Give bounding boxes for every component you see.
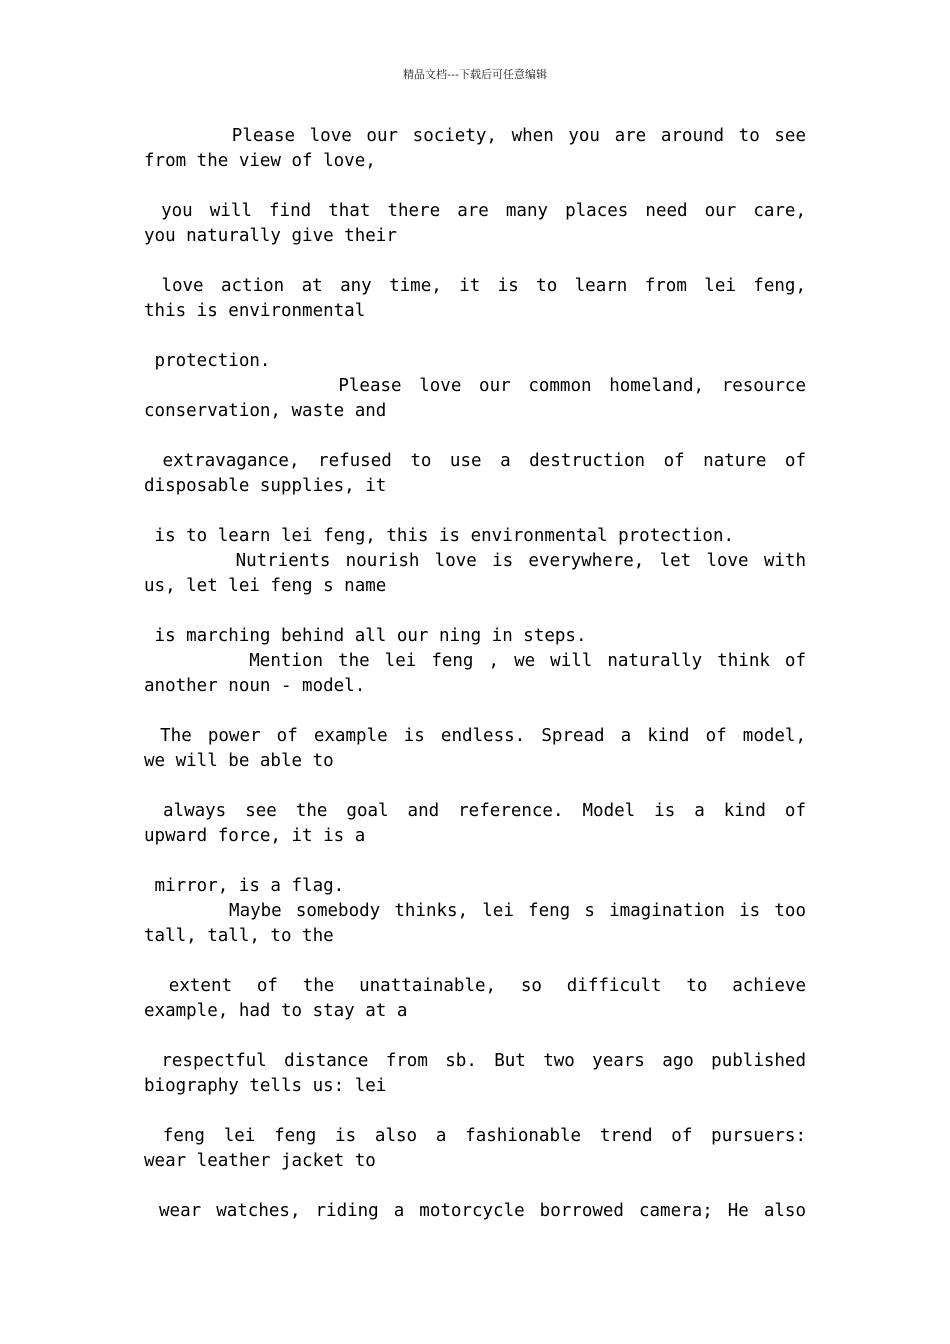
text-line: wear watches, riding a motorcycle borrowed camera; He also bbox=[144, 1201, 806, 1221]
text-line: mirror, is a flag. bbox=[144, 876, 345, 896]
paragraph-gap bbox=[144, 174, 806, 199]
text-line: another noun - model. bbox=[144, 676, 366, 696]
paragraph-gap bbox=[144, 324, 806, 349]
paragraph-gap bbox=[144, 249, 806, 274]
text-line: wear leather jacket to bbox=[144, 1151, 376, 1171]
text-line: love action at any time, it is to learn from lei feng, bbox=[144, 276, 806, 296]
document-body bbox=[144, 124, 806, 1224]
text-line: conservation, waste and bbox=[144, 401, 387, 421]
paragraph-gap bbox=[144, 849, 806, 874]
text-line: always see the goal and reference. Model is a kind of bbox=[144, 801, 806, 821]
paragraph-gap bbox=[144, 699, 806, 724]
paragraph-gap bbox=[144, 599, 806, 624]
text-line: The power of example is endless. Spread a kind of model, bbox=[144, 726, 806, 746]
text-line: Please love our society, when you are around to see bbox=[144, 126, 806, 146]
text-line: tall, tall, to the bbox=[144, 926, 334, 946]
text-line: you will find that there are many places need our care, bbox=[144, 201, 806, 221]
text-line: we will be able to bbox=[144, 751, 334, 771]
paragraph-gap bbox=[144, 499, 806, 524]
text-line: feng lei feng is also a fashionable trend of pursuers: bbox=[144, 1126, 806, 1146]
paragraph-gap bbox=[144, 1174, 806, 1199]
page-header: 精品文档---下载后可任意编辑 bbox=[403, 68, 547, 81]
text-line: us, let lei feng s name bbox=[144, 576, 387, 596]
text-line: upward force, it is a bbox=[144, 826, 366, 846]
text-line: biography tells us: lei bbox=[144, 1076, 387, 1096]
text-line: is to learn lei feng, this is environmental protection. bbox=[144, 526, 735, 546]
paragraph-gap bbox=[144, 1024, 806, 1049]
text-line: Mention the lei feng , we will naturally think of bbox=[144, 651, 806, 671]
text-line: you naturally give their bbox=[144, 226, 397, 246]
text-line: is marching behind all our ning in steps. bbox=[144, 626, 587, 646]
text-line: example, had to stay at a bbox=[144, 1001, 408, 1021]
text-line: respectful distance from sb. But two years ago published bbox=[144, 1051, 806, 1071]
paragraph-gap bbox=[144, 774, 806, 799]
paragraph-gap bbox=[144, 1099, 806, 1124]
paragraph-gap bbox=[144, 424, 806, 449]
text-line: Please love our common homeland, resource bbox=[144, 376, 806, 396]
text-line: Nutrients nourish love is everywhere, let love with bbox=[144, 551, 806, 571]
text-line: disposable supplies, it bbox=[144, 476, 387, 496]
text-line: from the view of love, bbox=[144, 151, 376, 171]
text-line: protection. bbox=[144, 351, 271, 371]
text-line: this is environmental bbox=[144, 301, 366, 321]
text-line: Maybe somebody thinks, lei feng s imagination is too bbox=[144, 901, 806, 921]
paragraph-gap bbox=[144, 949, 806, 974]
text-line: extent of the unattainable, so difficult to achieve bbox=[144, 976, 806, 996]
text-line: extravagance, refused to use a destruction of nature of bbox=[144, 451, 806, 471]
